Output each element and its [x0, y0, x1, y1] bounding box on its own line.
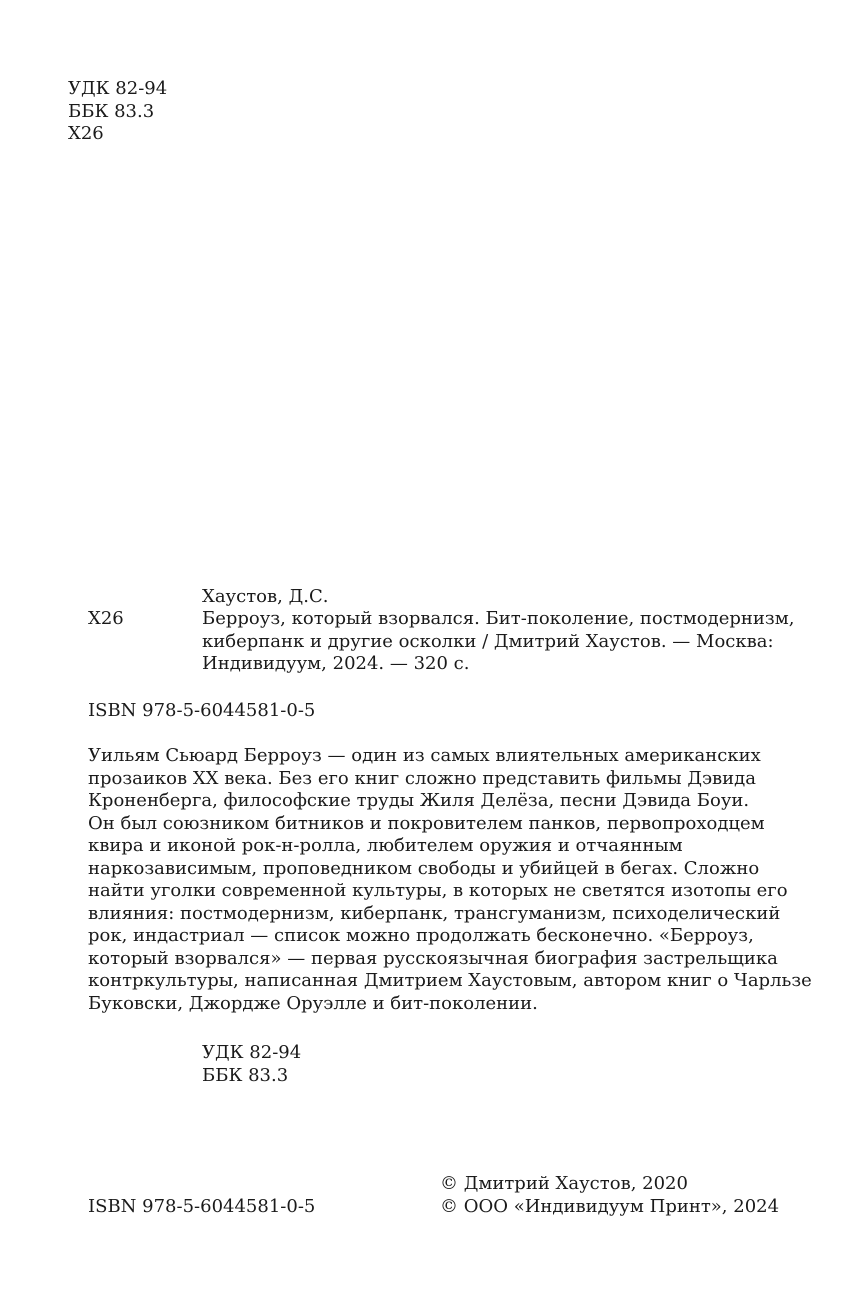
annotation-line: контркультуры, написанная Дмитрием Хаустовым, автором книг о Чарльзе: [88, 970, 812, 991]
description-line: киберпанк и другие осколки / Дмитрий Хаустов. — Москва:: [202, 630, 774, 652]
copyright-line: © Дмитрий Хаустов, 2020: [440, 1173, 688, 1194]
udk-code: УДК 82-94: [68, 78, 168, 99]
annotation-line: найти уголки современной культуры, в которых не светятся изотопы его: [88, 880, 788, 901]
annotation-line: прозаиков XX века. Без его книг сложно представить фильмы Дэвида: [88, 767, 756, 789]
annotation-line: Он был союзником битников и покровителем панков, первопроходцем: [88, 812, 765, 834]
annotation-line: рок, индастриал — список можно продолжать бесконечно. «Берроуз,: [88, 925, 754, 946]
copyright-notices: [440, 1173, 779, 1218]
udk-code: УДК 82-94: [202, 1042, 302, 1063]
annotation-line: квира и иконой рок-н-ролла, любителем оружия и отчаянным: [88, 835, 683, 856]
annotation: [88, 745, 812, 1015]
isbn-top: ISBN 978-5-6044581-0-5: [88, 700, 316, 721]
annotation-line: который взорвался» — первая русскоязычная биография застрельщика: [88, 947, 778, 969]
description-line: Индивидуум, 2024. — 320 с.: [202, 653, 470, 674]
catalog-author-mark: Х26: [88, 608, 124, 629]
author-mark: Х26: [68, 123, 104, 144]
annotation-line: Кроненберга, философские труды Жиля Делёза, песни Дэвида Боуи.: [88, 790, 750, 811]
annotation-line: Буковски, Джордже Оруэлле и бит-поколении.: [88, 992, 538, 1014]
annotation-line: влияния: постмодернизм, киберпанк, трансгуманизм, психоделический: [88, 902, 781, 924]
annotation-line: наркозависимым, проповедником свободы и убийцей в бегах. Сложно: [88, 857, 760, 879]
bottom-classification-codes: [202, 1042, 301, 1087]
copyright-line: © ООО «Индивидуум Принт», 2024: [440, 1195, 780, 1217]
description-line: Берроуз, который взорвался. Бит-поколение, постмодернизм,: [202, 608, 795, 629]
top-classification-codes: [68, 78, 167, 146]
annotation-line: Уильям Сьюард Берроуз — один из самых влиятельных американских: [88, 745, 761, 766]
catalog-author: Хаустов, Д.С.: [202, 586, 329, 607]
bbk-code: ББК 83.3: [202, 1064, 289, 1086]
bbk-code: ББК 83.3: [68, 100, 155, 122]
catalog-description: [202, 608, 794, 676]
isbn-bottom: ISBN 978-5-6044581-0-5: [88, 1196, 316, 1217]
